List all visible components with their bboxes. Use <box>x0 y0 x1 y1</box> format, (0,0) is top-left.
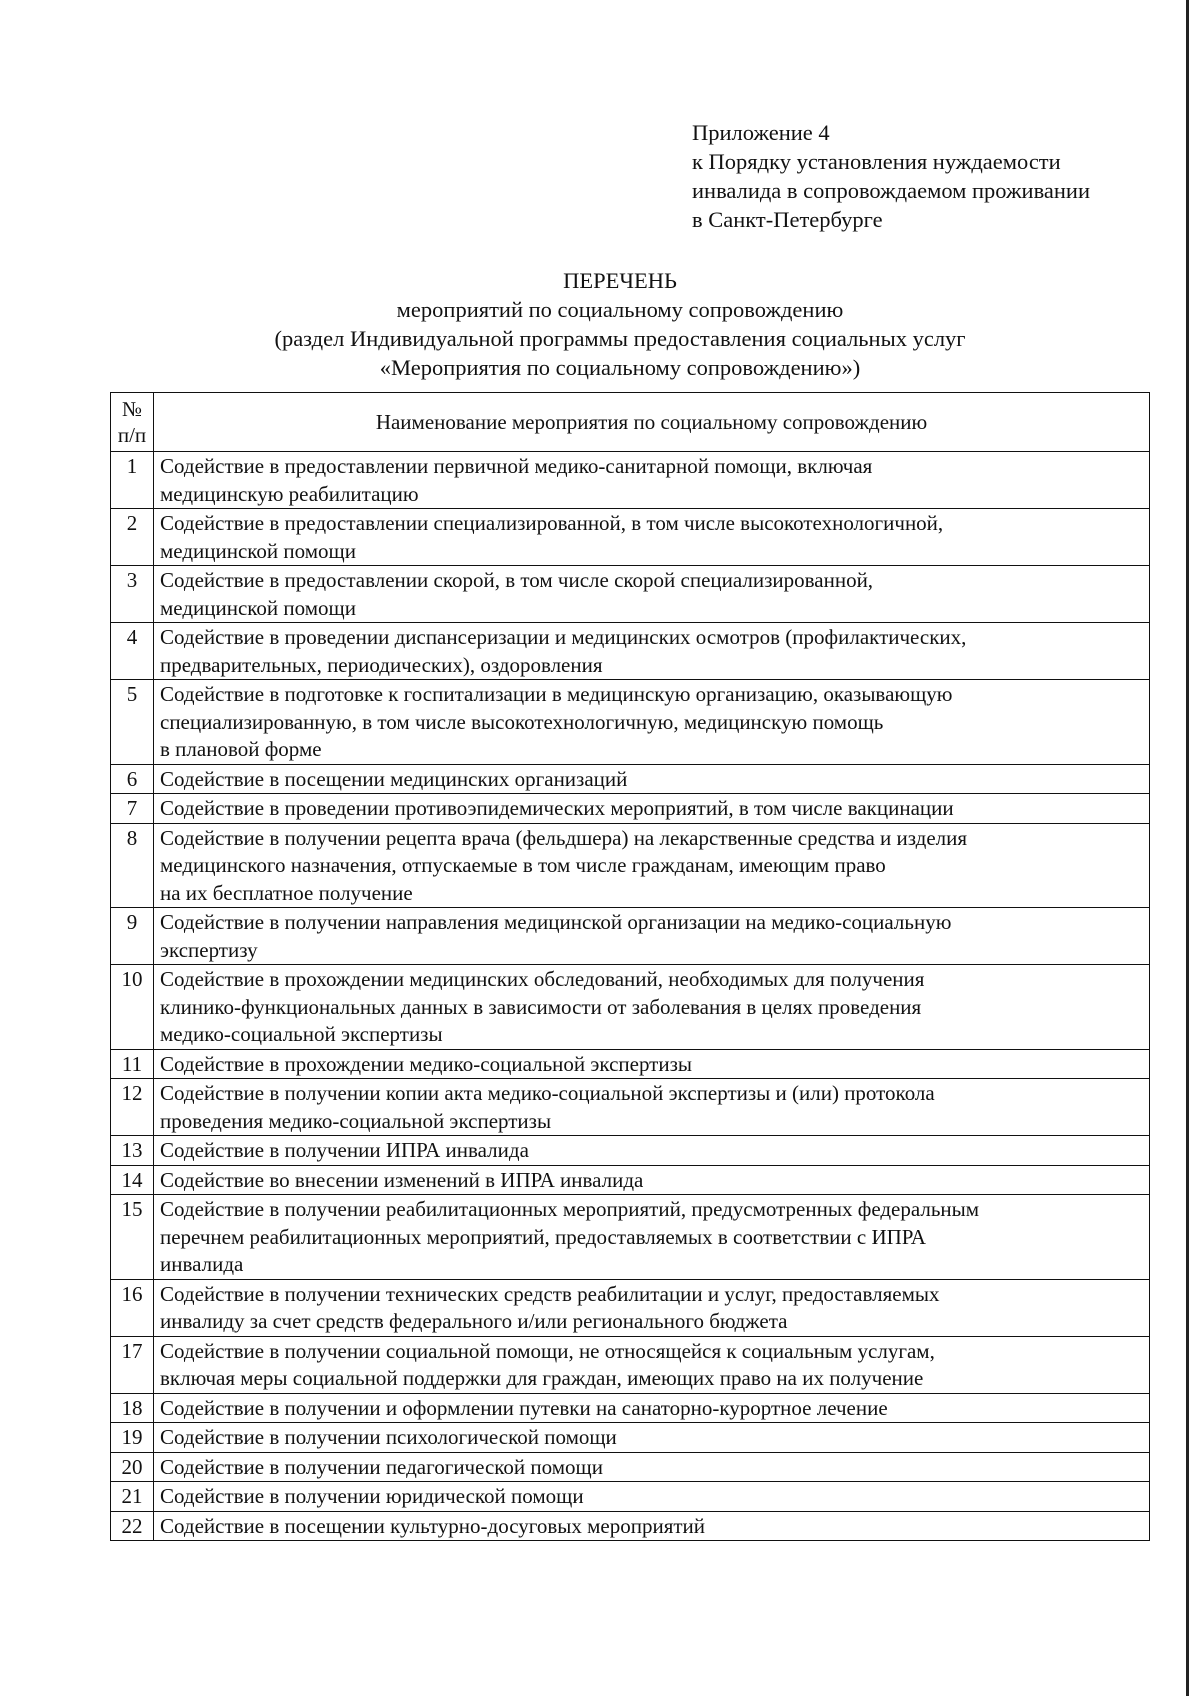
activity-name-line: Содействие в получении направления медицинской организации на медико-социальную <box>160 910 952 934</box>
activity-name-line: экспертизу <box>160 937 258 962</box>
document-heading <box>110 266 1130 382</box>
row-activity-name <box>154 764 1150 794</box>
activity-name-line: медицинскую реабилитацию <box>160 481 419 506</box>
activity-name-line: Содействие в предоставлении первичной медико-санитарной помощи, включая <box>160 454 873 478</box>
row-activity-name <box>154 1452 1150 1482</box>
activity-name-line: в плановой форме <box>160 737 322 761</box>
row-activity-name <box>154 1279 1150 1336</box>
table-row <box>111 452 1150 509</box>
activity-name-line: включая меры социальной поддержки для граждан, имеющих право на их получение <box>160 1366 924 1390</box>
row-activity-name <box>154 823 1150 908</box>
header-number-line: № <box>121 397 143 421</box>
row-number: 11 <box>111 1049 154 1079</box>
row-number: 14 <box>111 1165 154 1195</box>
table-row <box>111 1393 1150 1423</box>
row-number: 9 <box>111 908 154 965</box>
activity-name-line: клинико-функциональных данных в зависимости от заболевания в целях проведения <box>160 994 922 1019</box>
row-activity-name <box>154 566 1150 623</box>
table-row <box>111 823 1150 908</box>
activity-name-line: на их бесплатное получение <box>160 880 413 905</box>
table-row <box>111 794 1150 824</box>
activity-name-line: Содействие в получении рецепта врача (фельдшера) на лекарственные средства и изделия <box>160 825 968 850</box>
row-number: 17 <box>111 1336 154 1393</box>
table-row <box>111 965 1150 1050</box>
table-row <box>111 1279 1150 1336</box>
header-name-cell: Наименование мероприятия по социальному сопровождению <box>154 393 1150 452</box>
row-activity-name <box>154 680 1150 765</box>
row-number: 5 <box>111 680 154 765</box>
row-activity-name <box>154 1393 1150 1423</box>
row-number: 19 <box>111 1423 154 1453</box>
document-subtitle-line: (раздел Индивидуальной программы предоставления социальных услуг <box>274 326 966 351</box>
activity-name-line: инвалиду за счет средств федерального и/или регионального бюджета <box>160 1309 788 1333</box>
activity-name-line: Содействие в посещении медицинских организаций <box>160 766 628 791</box>
activity-name-line: Содействие в предоставлении скорой, в том числе скорой специализированной, <box>160 568 874 592</box>
row-activity-name <box>154 1511 1150 1541</box>
table-row <box>111 1136 1150 1166</box>
appendix-line: в Санкт-Петербурге <box>692 207 883 232</box>
table-row <box>111 1452 1150 1482</box>
table-row <box>111 764 1150 794</box>
table-row <box>111 509 1150 566</box>
table-row <box>111 1195 1150 1280</box>
row-number: 18 <box>111 1393 154 1423</box>
row-activity-name <box>154 1079 1150 1136</box>
activity-name-line: Содействие в получении технических средств реабилитации и услуг, предоставляемых <box>160 1281 940 1306</box>
row-activity-name <box>154 623 1150 680</box>
row-activity-name <box>154 1336 1150 1393</box>
activity-name-line: медицинской помощи <box>160 538 356 563</box>
activity-name-line: Содействие в получении ИПРА инвалида <box>160 1138 529 1162</box>
header-number-cell <box>111 393 154 452</box>
row-number: 16 <box>111 1279 154 1336</box>
row-number: 10 <box>111 965 154 1050</box>
table-row <box>111 1482 1150 1512</box>
row-activity-name <box>154 1423 1150 1453</box>
row-number: 15 <box>111 1195 154 1280</box>
document-title: ПЕРЕЧЕНЬ <box>563 268 677 293</box>
activity-name-line: Содействие в подготовке к госпитализации в медицинскую организацию, оказывающую <box>160 682 953 706</box>
activity-name-line: Содействие в предоставлении специализированной, в том числе высокотехнологичной, <box>160 511 944 535</box>
scan-edge-line <box>1186 0 1189 1696</box>
row-activity-name <box>154 1049 1150 1079</box>
row-number: 8 <box>111 823 154 908</box>
row-number: 4 <box>111 623 154 680</box>
header-number-line: п/п <box>117 423 147 447</box>
activity-name-line: Содействие в прохождении медицинских обследований, необходимых для получения <box>160 967 925 991</box>
activity-name-line: медицинского назначения, отпускаемые в том числе гражданам, имеющим право <box>160 853 886 877</box>
table-row <box>111 1511 1150 1541</box>
activity-name-line: Содействие в получении реабилитационных мероприятий, предусмотренных федеральным <box>160 1197 980 1221</box>
activity-name-line: перечнем реабилитационных мероприятий, предоставляемых в соответствии с ИПРА <box>160 1224 926 1249</box>
table-row <box>111 1423 1150 1453</box>
activity-name-line: специализированную, в том числе высокотехнологичную, медицинскую помощь <box>160 709 884 734</box>
appendix-line: Приложение 4 <box>692 120 830 145</box>
row-number: 3 <box>111 566 154 623</box>
activity-name-line: Содействие в получении юридической помощи <box>160 1484 584 1508</box>
table-header-row <box>111 393 1150 452</box>
activity-name-line: Содействие во внесении изменений в ИПРА инвалида <box>160 1167 644 1192</box>
activities-table <box>110 392 1150 1541</box>
table-row <box>111 680 1150 765</box>
activity-name-line: медико-социальной экспертизы <box>160 1022 443 1046</box>
row-activity-name <box>154 1136 1150 1166</box>
appendix-note <box>692 118 1090 234</box>
document-subtitle-line: мероприятий по социальному сопровождению <box>396 297 844 322</box>
activity-name-line: Содействие в проведении диспансеризации и медицинских осмотров (профилактических, <box>160 625 967 649</box>
activity-name-line: Содействие в посещении культурно-досуговых мероприятий <box>160 1513 706 1538</box>
table-row <box>111 623 1150 680</box>
row-activity-name <box>154 965 1150 1050</box>
row-activity-name <box>154 1482 1150 1512</box>
row-number: 21 <box>111 1482 154 1512</box>
table-row <box>111 1336 1150 1393</box>
activity-name-line: Содействие в прохождении медико-социальной экспертизы <box>160 1051 692 1076</box>
row-number: 12 <box>111 1079 154 1136</box>
appendix-line: инвалида в сопровождаемом проживании <box>692 178 1091 203</box>
activity-name-line: Содействие в получении и оформлении путевки на санаторно-курортное лечение <box>160 1395 888 1420</box>
activity-name-line: проведения медико-социальной экспертизы <box>160 1108 552 1133</box>
row-number: 2 <box>111 509 154 566</box>
activity-name-line: предварительных, периодических), оздоровления <box>160 652 603 677</box>
row-activity-name <box>154 452 1150 509</box>
activity-name-line: Содействие в проведении противоэпидемических мероприятий, в том числе вакцинации <box>160 796 954 820</box>
activity-name-line: Содействие в получении социальной помощи, не относящейся к социальным услугам, <box>160 1338 935 1363</box>
document-subtitle-line: «Мероприятия по социальному сопровождению») <box>379 355 861 380</box>
table-row <box>111 1079 1150 1136</box>
row-activity-name <box>154 1165 1150 1195</box>
activity-name-line: инвалида <box>160 1252 244 1276</box>
row-activity-name <box>154 1195 1150 1280</box>
row-number: 22 <box>111 1511 154 1541</box>
row-number: 1 <box>111 452 154 509</box>
row-activity-name <box>154 794 1150 824</box>
activity-name-line: медицинской помощи <box>160 595 356 620</box>
table-row <box>111 1165 1150 1195</box>
table-row <box>111 908 1150 965</box>
activity-name-line: Содействие в получении копии акта медико-социальной экспертизы и (или) протокола <box>160 1081 935 1105</box>
activity-name-line: Содействие в получении психологической помощи <box>160 1425 617 1449</box>
row-number: 7 <box>111 794 154 824</box>
appendix-line: к Порядку установления нуждаемости <box>692 149 1061 174</box>
table-row <box>111 1049 1150 1079</box>
activity-name-line: Содействие в получении педагогической помощи <box>160 1454 603 1479</box>
row-number: 20 <box>111 1452 154 1482</box>
row-number: 13 <box>111 1136 154 1166</box>
row-activity-name <box>154 908 1150 965</box>
table-body <box>111 452 1150 1541</box>
table-row <box>111 566 1150 623</box>
row-number: 6 <box>111 764 154 794</box>
row-activity-name <box>154 509 1150 566</box>
